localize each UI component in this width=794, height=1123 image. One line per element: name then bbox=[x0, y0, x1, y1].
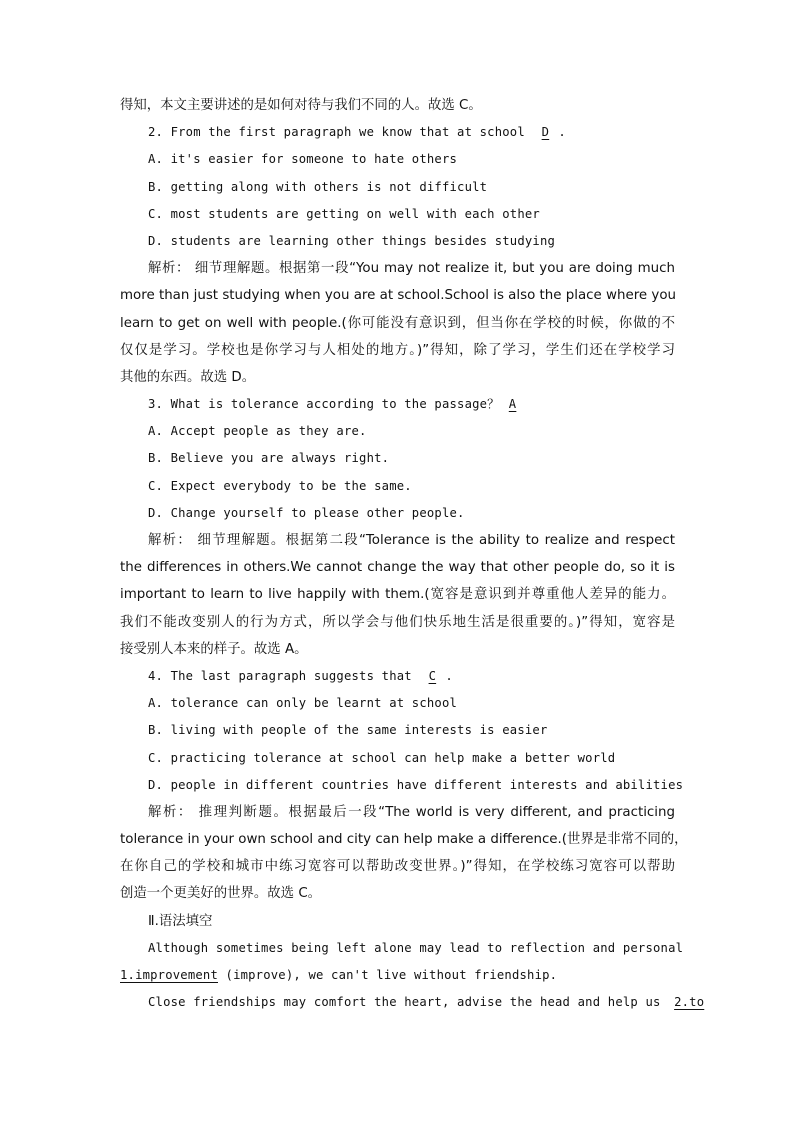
passage-line: Although sometimes being left alone may lead to reflection and personal bbox=[148, 940, 684, 955]
option-b: B. Believe you are always right. bbox=[148, 451, 390, 466]
option-c: C. practicing tolerance at school can help make a better world bbox=[148, 750, 616, 765]
answer-blank: 1.improvement bbox=[120, 968, 218, 982]
document-page bbox=[120, 92, 705, 1016]
option-b: B. getting along with others is not difficult bbox=[148, 179, 488, 194]
explanation-line: learn to get on well with people.(你可能没有意识到，但当你在学校的时候，你做的不 bbox=[120, 315, 675, 331]
question-stem: 3. What is tolerance according to the passage？ bbox=[148, 397, 500, 412]
answer-blank: A bbox=[508, 397, 517, 412]
explanation-line: 在你自己的学校和城市中练习宽容可以帮助改变世界。)”得知，在学校练习宽容可以帮助 bbox=[120, 859, 675, 875]
explanation-line: 仅仅是学习。学校也是你学习与人相处的地方。)”得知，除了学习，学生们还在学校学习 bbox=[120, 342, 675, 358]
option-a: A. it's easier for someone to hate others bbox=[148, 152, 458, 167]
question-stem: 4. The last paragraph suggests that bbox=[148, 668, 420, 683]
answer-blank: D bbox=[541, 125, 550, 140]
answer-blank: 2.to bbox=[674, 995, 705, 1010]
explanation-line: more than just studying when you are at school.School is also the place where you bbox=[120, 288, 677, 304]
explanation-line: important to learn to live happily with them.(宽容是意识到并尊重他人差异的能力。 bbox=[120, 587, 675, 603]
explanation-line: 解析： 细节理解题。根据第一段“You may not realize it, but you are doing much bbox=[148, 261, 675, 277]
text-line: 得知，本文主要讲述的是如何对待与我们不同的人。故选 C。 bbox=[120, 98, 482, 113]
explanation-line: tolerance in your own school and city can help make a difference.(世界是非常不同的， bbox=[120, 832, 688, 848]
option-a: A. tolerance can only be learnt at school bbox=[148, 696, 458, 711]
option-a: A. Accept people as they are. bbox=[148, 424, 367, 439]
explanation-line: 我们不能改变别人的行为方式，所以学会与他们快乐地生活是很重要的。)”得知，宽容是 bbox=[120, 614, 675, 630]
explanation-line: 解析： 细节理解题。根据第二段“Tolerance is the ability to realize and respect bbox=[148, 533, 675, 548]
explanation-line: 创造一个更美好的世界。故选 C。 bbox=[120, 886, 322, 902]
question-3 bbox=[120, 391, 675, 418]
section-heading: Ⅱ.语法填空 bbox=[148, 913, 213, 929]
passage-line: Close friendships may comfort the heart, advise the head and help us 2.to bbox=[120, 989, 675, 1016]
explanation-line: the differences in others.We cannot change the way that other people do, so it is bbox=[120, 560, 675, 576]
passage-line: 1.improvement (improve), we can't live without friendship. bbox=[120, 962, 675, 989]
answer-blank: C bbox=[428, 668, 437, 683]
explanation-line: 其他的东西。故选 D。 bbox=[120, 369, 256, 385]
question-4: 4. The last paragraph suggests that C . bbox=[120, 663, 675, 690]
explanation-line: 解析： 推理判断题。根据最后一段“The world is very different, and practicing bbox=[148, 804, 675, 820]
option-c: C. most students are getting on well with each other bbox=[148, 206, 540, 221]
option-c: C. Expect everybody to be the same. bbox=[148, 478, 412, 493]
question-stem: 2. From the first paragraph we know that at school bbox=[148, 125, 533, 140]
option-d: D. students are learning other things besides studying bbox=[148, 233, 556, 248]
explanation-line: 接受别人本来的样子。故选 A。 bbox=[120, 641, 308, 657]
option-d: D. people in different countries have different interests and abilities bbox=[148, 777, 684, 792]
option-d: D. Change yourself to please other people. bbox=[148, 505, 465, 520]
question-2: 2. From the first paragraph we know that at school D . bbox=[120, 119, 675, 146]
option-b: B. living with people of the same interests is easier bbox=[148, 723, 548, 738]
